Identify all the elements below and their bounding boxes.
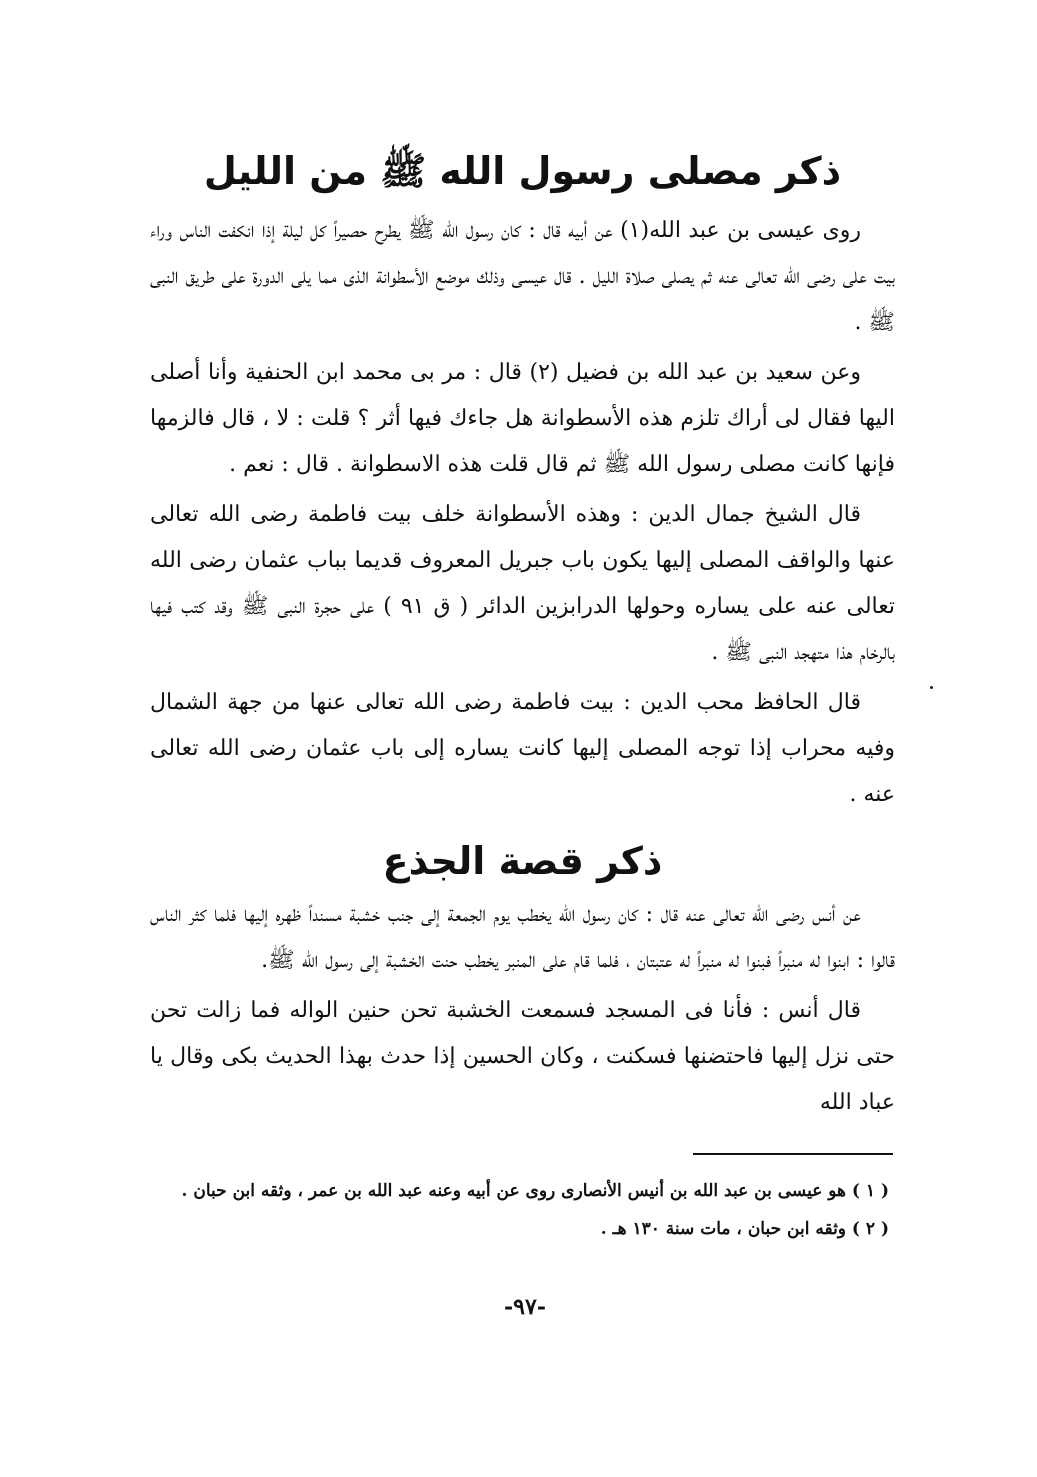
paragraph: روى عيسى بن عبد الله(١) عن أبيه قال : كان رسول الله ﷺ يطرح حصيراً كل ليلة إذا انكفت الناس وراء بيت على رضى الله تعالى عنه ثم يصلى صلاة الليل . قال عيسى وذلك موضع الأسطوانة الذى مما يلى الدورة على طريق النبى ﷺ . xyxy=(150,218,895,335)
footnote: ( ٢ ) وثقه ابن حبان ، مات سنة ١٣٠ هـ . xyxy=(600,1219,889,1239)
paragraph: عن أنس رضى الله تعالى عنه قال : كان رسول الله يخطب يوم الجمعة إلى جنب خشبة مسنداً ظهره إليها فلما كثر الناس قالوا : ابنوا له منبراً فبنوا له منبراً له عتبتان ، فلما قام على المنبر يخطب حنت الخشبة إلى رسول الله ﷺ. xyxy=(150,902,895,973)
section-heading-night-prayer: ذكر مصلى رسول الله ﷺ من الليل xyxy=(203,149,842,193)
section-heading-trunk-story: ذكر قصة الجذع xyxy=(382,839,663,883)
paragraph: وعن سعيد بن عبد الله بن فضيل (٢) قال : مر بى محمد ابن الحنفية وأنا أصلى اليها فقال لى أراك تلزم هذه الأسطوانة هل جاءك فيها أثر ؟ قلت : لا ، قال فالزمها فإنها كانت مصلى رسول الله ﷺ ثم قال قلت هذه الاسطوانة . قال : نعم . xyxy=(150,360,895,477)
section-trunk-story-body xyxy=(150,892,895,1130)
footnotes xyxy=(150,1172,895,1248)
paragraph: قال الشيخ جمال الدين : وهذه الأسطوانة خلف بيت فاطمة رضى الله تعالى عنها والواقف المصلى إليها يكون باب جبريل المعروف قديما بباب عثمان رضى الله تعالى عنه على يساره وحولها الدرابزين الدائر ( ق ٩١ ) على حجرة النبى ﷺ وقد كتب فيها بالرخام هذا متهجد النبى ﷺ . xyxy=(150,502,895,665)
paragraph: قال أنس : فأنا فى المسجد فسمعت الخشبة تحن حنين الواله فما زالت تحن حتى نزل إليها فاحتضنها فسكنت ، وكان الحسين إذا حدث بهذا الحديث بكى وقال يا عباد الله xyxy=(150,998,895,1115)
footnote-divider xyxy=(693,1153,893,1155)
section-night-prayer-body xyxy=(150,208,895,822)
page-number: -٩٧- xyxy=(504,1294,546,1320)
scan-speck xyxy=(930,686,933,689)
footnote: ( ١ ) هو عيسى بن عبد الله بن أنيس الأنصارى روى عن أبيه وعنه عبد الله بن عمر ، وثقه ابن حبان . xyxy=(181,1181,889,1201)
paragraph: قال الحافظ محب الدين : بيت فاطمة رضى الله تعالى عنها من جهة الشمال وفيه محراب إذا توجه المصلى إليها كانت يساره إلى باب عثمان رضى الله تعالى عنه . xyxy=(150,690,895,807)
